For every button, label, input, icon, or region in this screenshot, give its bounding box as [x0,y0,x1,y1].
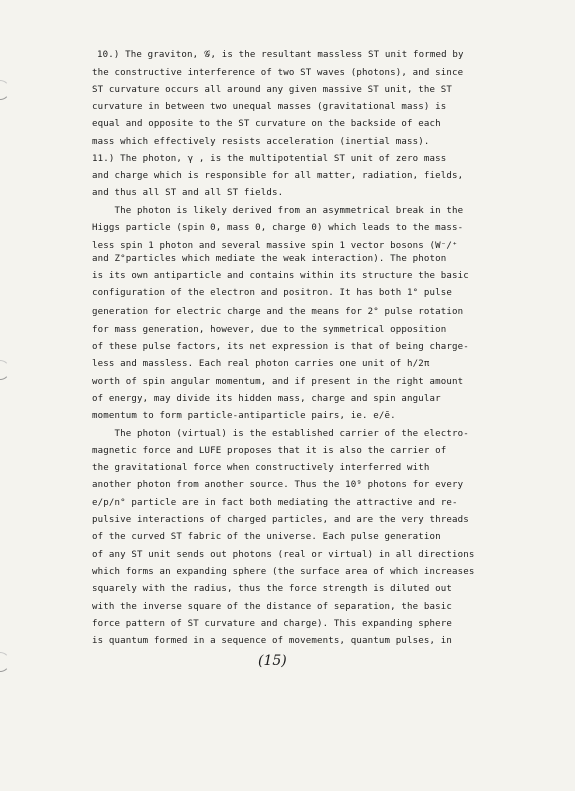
text-line: and thus all ST and all ST fields. [92,188,284,198]
text-line: curvature in between two unequal masses (gravitational mass) is [92,102,447,112]
text-line: ST curvature occurs all around any given massive ST unit, the ST [92,85,452,95]
text-line: equal and opposite to the ST curvature on the backside of each [92,119,441,129]
text-line: 10.) The graviton, 𝒢, is the resultant massless ST unit formed by [97,50,464,60]
text-line: squarely with the radius, thus the force strength is diluted out [92,584,452,594]
page-number: (15) [258,653,287,669]
text-line: of energy, may divide its hidden mass, charge and spin angular [92,394,441,404]
text-line: which forms an expanding sphere (the surface area of which increases [92,567,475,577]
text-line: less spin 1 photon and several massive spin 1 vector bosons (W⁻/⁺ [92,241,458,251]
text-line: e/p/n° particle are in fact both mediating the attractive and re- [92,498,458,508]
text-line: pulsive interactions of charged particles, and are the very threads [92,515,469,525]
text-line: Higgs particle (spin 0, mass 0, charge 0) which leads to the mass- [92,223,464,233]
text-line: configuration of the electron and positron. It has both 1° pulse [92,288,452,298]
text-line: of the curved ST fabric of the universe. Each pulse generation [92,532,441,542]
text-line: is its own antiparticle and contains within its structure the basic [92,271,469,281]
text-line: The photon (virtual) is the established carrier of the electro- [92,429,469,439]
text-line: 11.) The photon, γ , is the multipotential ST unit of zero mass [92,154,447,164]
text-line: worth of spin angular momentum, and if present in the right amount [92,377,464,387]
text-line: less and massless. Each real photon carries one unit of h/2π [92,359,430,369]
text-line: for mass generation, however, due to the symmetrical opposition [92,325,447,335]
text-line: with the inverse square of the distance of separation, the basic [92,602,452,612]
text-line: and Z°particles which mediate the weak interaction). The photon [92,254,447,264]
text-line: mass which effectively resists acceleration (inertial mass). [92,137,430,147]
text-line: the constructive interference of two ST waves (photons), and since [92,68,464,78]
text-line: momentum to form particle-antiparticle pairs, ie. e/ē. [92,411,396,421]
text-line: of these pulse factors, its net expression is that of being charge- [92,342,469,352]
text-line: of any ST unit sends out photons (real or virtual) in all directions [92,550,475,560]
text-line: generation for electric charge and the means for 2° pulse rotation [92,307,464,317]
text-line: the gravitational force when constructively interferred with [92,463,430,473]
text-line: is quantum formed in a sequence of movements, quantum pulses, in [92,636,452,646]
text-line: The photon is likely derived from an asymmetrical break in the [92,206,464,216]
punch-hole-middle [0,360,10,380]
text-line: force pattern of ST curvature and charge). This expanding sphere [92,619,452,629]
text-line: magnetic force and LUFE proposes that it is also the carrier of [92,446,447,456]
text-line: another photon from another source. Thus the 10⁹ photons for every [92,480,464,490]
punch-hole-top [0,80,10,100]
text-line: and charge which is responsible for all matter, radiation, fields, [92,171,464,181]
punch-hole-bottom [0,652,10,672]
